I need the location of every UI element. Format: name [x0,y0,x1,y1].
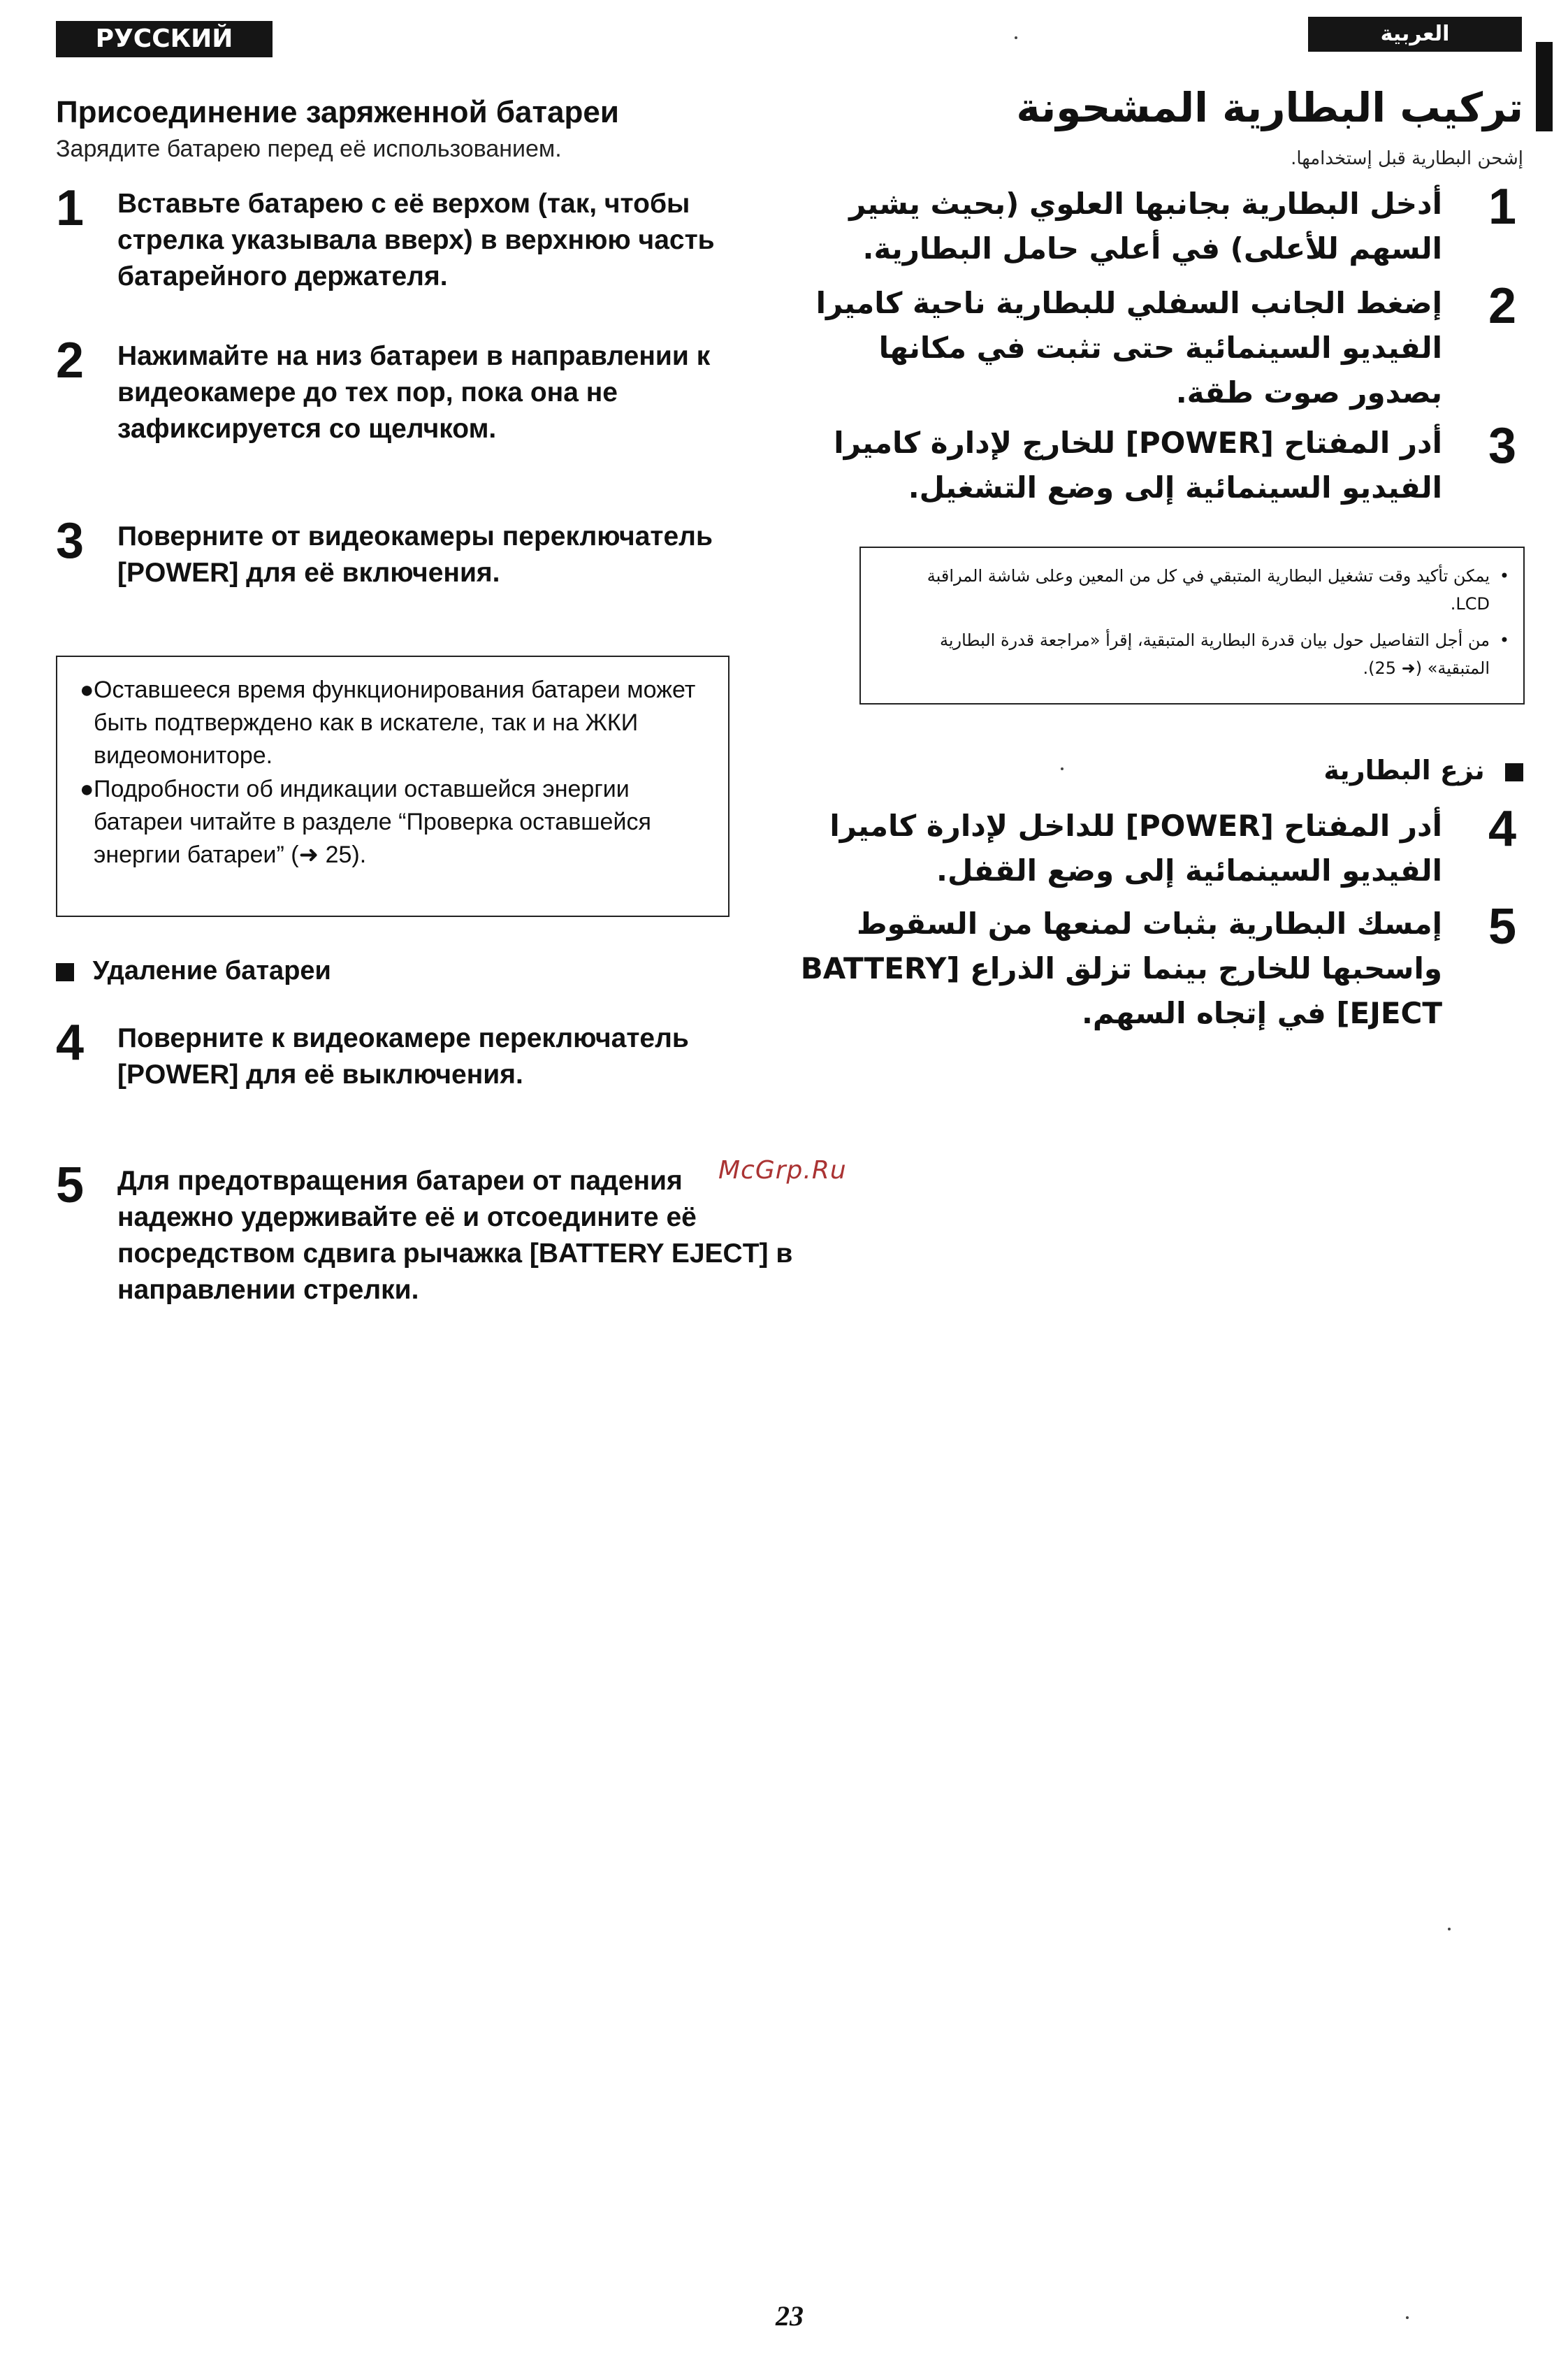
square-bullet-icon [1505,763,1523,781]
arabic-step-1 [797,179,1523,271]
scan-speck [1015,36,1017,39]
russian-note-box [56,656,729,917]
step-text: إمسك البطارية بثبات لمنعها من السقوط واسحبها للخارج بينما تزلق الذراع [BATTERY EJECT] في إتجاه السهم. [800,907,1442,1030]
heading-text: نزع البطارية [1323,755,1485,786]
step-number: 2 [56,333,85,389]
arabic-note-1 [903,562,1509,618]
step-number: 4 [56,1015,85,1071]
russian-note-2 [80,773,723,872]
arabic-removal-heading [1188,755,1523,786]
step-number: 5 [56,1157,85,1213]
step-number: 5 [1488,899,1516,955]
watermark: McGrp.Ru [718,1156,847,1185]
step-text: أدر المفتاح [POWER] للخارج لإدارة كاميرا الفيديو السينمائية إلى وضع التشغيل. [834,426,1442,505]
bullet-icon: ● [80,677,94,703]
arabic-subtitle: إشحن البطارية قبل إستخدامها. [1291,148,1523,169]
note-text: Подробности об индикации оставшейся энергии батареи читайте в разделе “Проверка оставшейся энергии батареи” (➜ 25). [94,776,651,868]
arabic-note-2 [903,626,1509,682]
russian-step-2 [56,333,755,447]
russian-subtitle: Зарядите батарею перед её использованием. [56,136,562,162]
arabic-step-3 [797,418,1523,510]
step-text: Вставьте батарею с её верхом (так, чтобы стрелка указывала вверх) в верхнюю часть батарейного держателя. [117,189,715,291]
step-number: 2 [1488,278,1516,334]
arabic-step-5 [797,899,1523,1036]
arabic-step-2 [797,278,1523,415]
note-text: Оставшееся время функционирования батареи может быть подтверждено как в искателе, так и на ЖКИ видеомониторе. [94,677,696,769]
bullet-icon: • [1499,630,1509,650]
russian-removal-heading [56,956,331,986]
scan-speck [1061,767,1064,770]
russian-note-1 [80,674,723,772]
arabic-title: تركيب البطارية المشحونة [1016,84,1523,131]
russian-step-3 [56,513,755,591]
step-text: أدر المفتاح [POWER] للداخل لإدارة كاميرا الفيديو السينمائية إلى وضع القفل. [829,809,1442,888]
russian-language-label: РУССКИЙ ЯЗЫК [56,21,273,57]
square-bullet-icon [56,963,74,981]
step-number: 3 [1488,418,1516,474]
russian-title: Присоединение заряженной батареи [56,95,619,129]
step-text: Поверните от видеокамеры переключатель [POWER] для её включения. [117,521,713,588]
scan-speck [1448,1928,1451,1930]
bullet-icon: ● [80,776,94,802]
step-number: 3 [56,513,85,569]
page-edge-tab [1536,42,1553,131]
russian-step-1 [56,180,755,295]
scan-speck [1406,2316,1409,2319]
step-text: Поверните к видеокамере переключатель [POWER] для её выключения. [117,1023,689,1090]
step-number: 1 [56,180,85,236]
step-text: Для предотвращения батареи от падения надежно удерживайте её и отсоедините её посредством сдвига рычажка [BATTERY EJECT] в направлении стрелки. [117,1166,793,1305]
step-text: إضغط الجانب السفلي للبطارية ناحية كاميرا الفيديو السينمائية حتى تثبت في مكانها بصدور صوت طقة. [815,286,1442,410]
note-text: يمكن تأكيد وقت تشغيل البطارية المتبقي في كل من المعين وعلى شاشة المراقبة LCD. [927,566,1490,614]
step-text: Нажимайте на низ батареи в направлении к видеокамере до тех пор, пока она не зафиксируется со щелчком. [117,341,711,444]
arabic-language-label: العربية [1308,17,1522,52]
arabic-note-box [859,547,1525,705]
page-number: 23 [776,2300,804,2332]
russian-step-4 [56,1015,755,1093]
arabic-step-4 [797,801,1523,893]
note-text: من أجل التفاصيل حول بيان قدرة البطارية المتبقية، إقرأ «مراجعة قدرة البطارية المتبقية» (➜ 25). [939,630,1490,678]
step-number: 1 [1488,179,1516,235]
step-text: أدخل البطارية بجانبها العلوي (بحيث يشير السهم للأعلى) في أعلي حامل البطارية. [849,187,1442,266]
heading-text: Удаление батареи [92,956,331,985]
step-number: 4 [1488,801,1516,857]
bullet-icon: • [1499,566,1509,586]
